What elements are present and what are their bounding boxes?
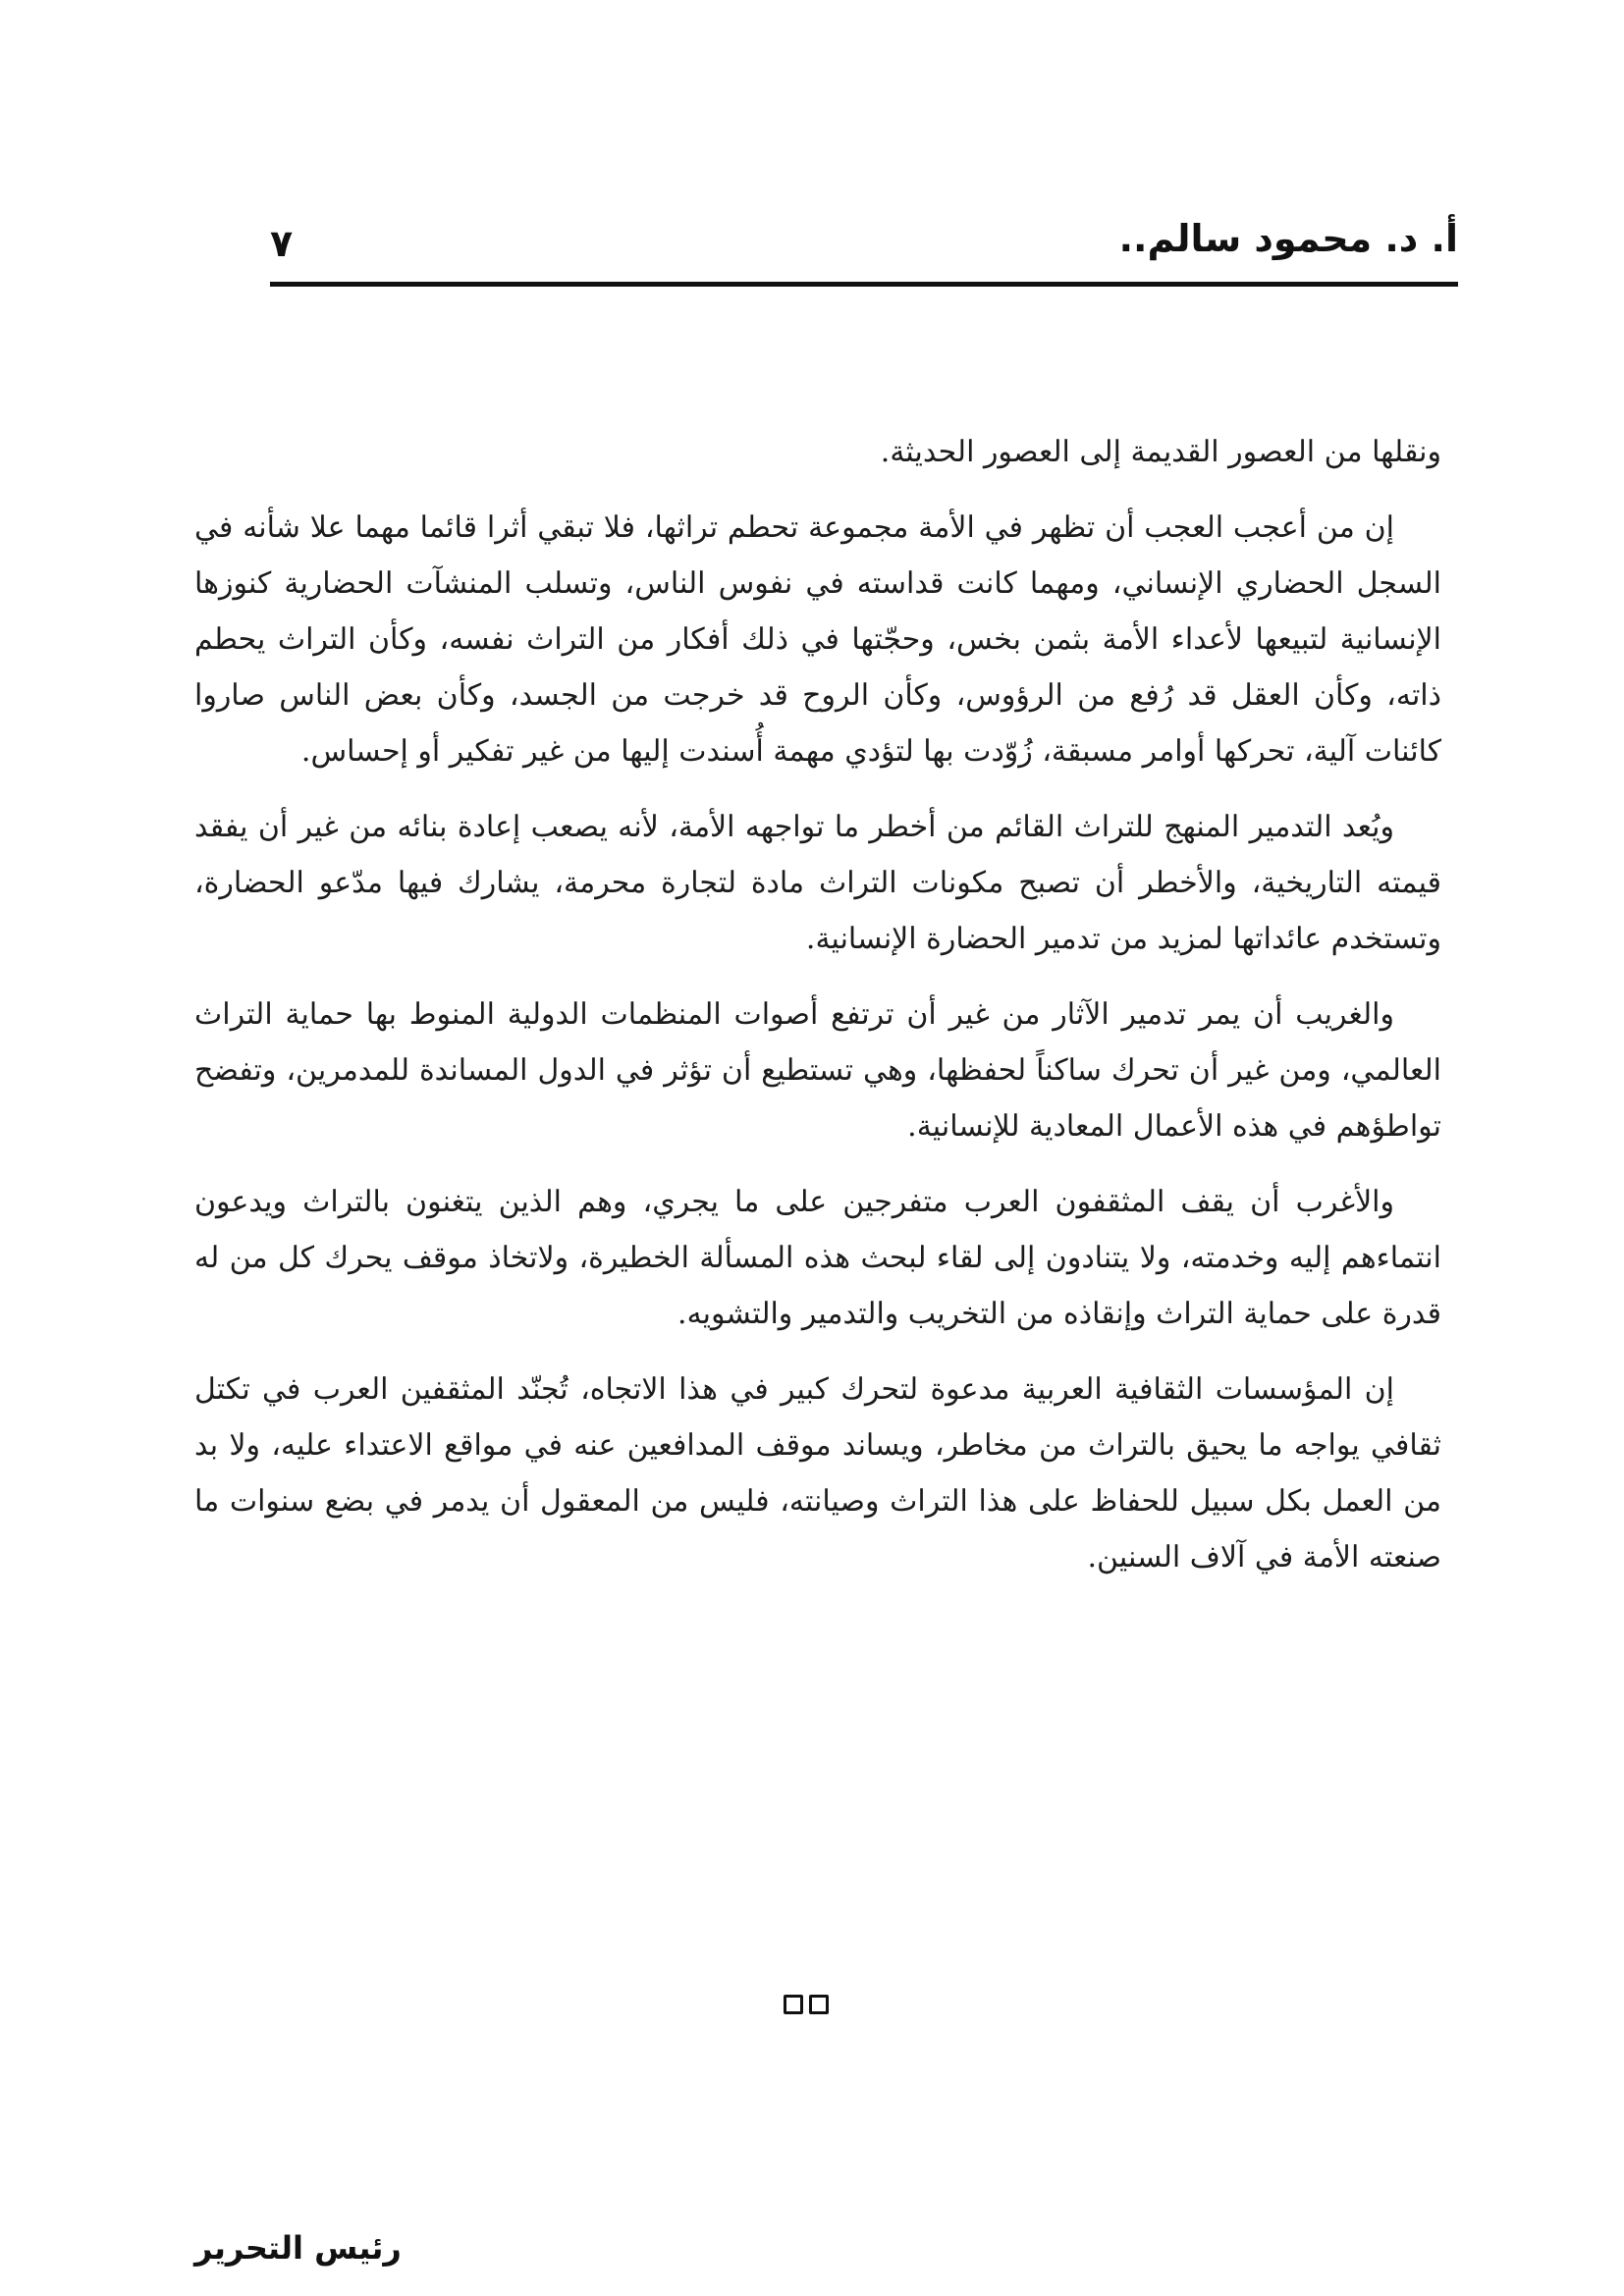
header-rule (270, 282, 1458, 287)
signature-editor-in-chief: رئيس التحرير (194, 2229, 402, 2267)
paragraph: ويُعد التدمير المنهج للتراث القائم من أخطر ما تواجهه الأمة، لأنه يصعب إعادة بنائه من غير أن يفقد قيمته التاريخية، والأخطر أن تصبح مكونات التراث مادة لتجارة محرمة، يشارك فيها مدّعو الحضارة، وتستخدم عائداتها لمزيد من تدمير الحضارة الإنسانية. (194, 810, 1441, 956)
paragraph: والغريب أن يمر تدمير الآثار من غير أن ترتفع أصوات المنظمات الدولية المنوط بها حماية التراث العالمي، ومن غير أن تحرك ساكناً لحفظها، وهي تستطيع أن تؤثر في الدول المساندة للمدمرين، وتفضح تواطؤهم في هذه الأعمال المعادية للإنسانية. (194, 997, 1441, 1144)
square-icon (784, 1995, 803, 2014)
running-header (270, 214, 1458, 283)
square-icon (809, 1995, 829, 2014)
paragraph: إن من أعجب العجب أن تظهر في الأمة مجموعة تحطم تراثها، فلا تبقي أثرا قائما مهما علا شأنه في السجل الحضاري الإنساني، ومهما كانت قداسته في نفوس الناس، وتسلب المنشآت الحضارية كنوزها الإنسانية لتبيعها لأعداء الأمة بثمن بخس، وحجّتها في ذلك أفكار من التراث نفسه، وكأن التراث يحطم ذاته، وكأن العقل قد رُفع من الرؤوس، وكأن الروح قد خرجت من الجسد، وكأن بعض الناس صاروا كائنات آلية، تحركها أوامر مسبقة، زُوّدت بها لتؤدي مهمة أُسندت إليها من غير تفكير أو إحساس. (194, 510, 1441, 769)
page-number: ٧ (270, 222, 294, 265)
paragraph: والأغرب أن يقف المثقفون العرب متفرجين على ما يجري، وهم الذين يتغنون بالتراث ويدعون انتماءهم إليه وخدمته، ولا يتنادون إلى لقاء لبحث هذه المسألة الخطيرة، ولاتخاذ موقف يحرك كل من له قدرة على حماية التراث وإنقاذه من التخريب والتدمير والتشويه. (194, 1185, 1441, 1331)
article-body (194, 424, 1441, 1605)
header-author: أ. د. محمود سالم.. (1118, 217, 1458, 260)
paragraph: إن المؤسسات الثقافية العربية مدعوة لتحرك كبير في هذا الاتجاه، تُجنّد المثقفين العرب في تكتل ثقافي يواجه ما يحيق بالتراث من مخاطر، ويساند موقف المدافعين عنه في مواقع الاعتداء عليه، ولا بد من العمل بكل سبيل للحفاظ على هذا التراث وصيانته، فليس من المعقول أن يدمر في بضع سنوات ما صنعته الأمة في آلاف السنين. (194, 1372, 1441, 1575)
end-ornament-icon (784, 1995, 829, 2014)
paragraph-continuation: ونقلها من العصور القديمة إلى العصور الحديثة. (880, 435, 1441, 469)
